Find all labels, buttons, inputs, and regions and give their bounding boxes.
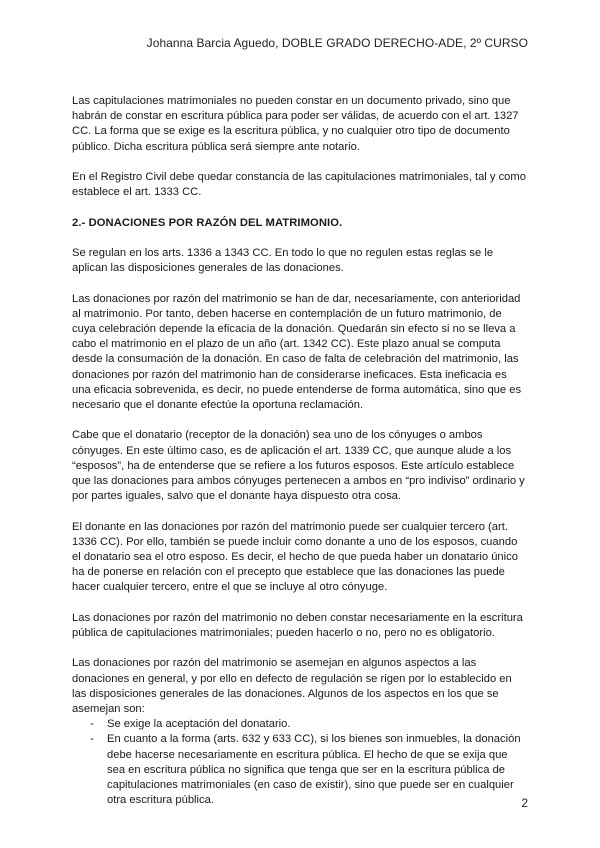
paragraph-regulacion: Se regulan en los arts. 1336 a 1343 CC. En todo lo que no regulen estas reglas se le aplican las disposiciones generales de las donaciones.: [72, 246, 494, 275]
paragraph-anterioridad: Las donaciones por razón del matrimonio se han de dar, necesariamente, con anterioridad al matrimonio. Por tanto, deben hacerse en contemplación de un futuro matrimonio, de cuya celebración depende la eficacia de la donación. Quedarán sin efecto si no se lleva a cabo el matrimonio en el plazo de un año (art. 1342 CC). Este plazo anual se computa desde la consumación de la donación. En caso de falta de celebración del matrimonio, las donaciones por razón del matrimonio han de considerarse ineficaces. Esta ineficacia es una eficacia sobrevenida, es decir, no puede entenderse de forma automática, sino que es necesario que el donante efectúe la oportuna reclamación.: [72, 292, 522, 411]
paragraph-semejanzas: Las donaciones por razón del matrimonio se asemejan en algunos aspectos a las donaciones en general, y por ello en defecto de regulación se rigen por lo establecido en las disposiciones generales de las donaciones. Algunos de los aspectos en los que se asemejan son:: [72, 657, 512, 715]
section-heading: 2.- DONACIONES POR RAZÓN DEL MATRIMONIO.: [72, 216, 343, 229]
paragraph-capitulaciones-forma: Las capitulaciones matrimoniales no pueden constar en un documento privado, sino que habrán de constar en escritura pública para poder ser válidas, de acuerdo con el art. 1327 CC. La forma que se exige es la escritura pública, y no cualquier otro tipo de documento público. Dicha escritura pública será siempre ante notario.: [72, 95, 519, 153]
list-item: - Se exige la aceptación del donatario.: [72, 717, 528, 732]
page-number: 2: [521, 796, 528, 810]
paragraph-registro-civil: En el Registro Civil debe quedar constancia de las capitulaciones matrimoniales, tal y como establece el art. 1333 CC.: [72, 171, 526, 199]
paragraph-donatario: Cabe que el donatario (receptor de la donación) sea uno de los cónyuges o ambos cónyuges. En este último caso, es de aplicación el art. 1339 CC, que aunque alude a los “esposos”, ha de entenderse que se refiere a los futuros esposos. Este artículo establece que las donaciones para ambos cónyuges pertenecen a ambos en “pro indiviso” ordinario y por partes iguales, salvo que el donante haya dispuesto otra cosa.: [72, 429, 525, 503]
paragraph-escritura: Las donaciones por razón del matrimonio no deben constar necesariamente en la escritura pública de capitulaciones matrimoniales; pueden hacerlo o no, pero no es obligatorio.: [72, 611, 523, 639]
list-item: - En cuanto a la forma (arts. 632 y 633 CC), si los bienes son inmuebles, la donación debe hacerse necesariamente en escritura pública. El hecho de que se exija que sea en escritura pública no significa que tenga que ser en la escritura pública de capitulaciones matrimoniales (en caso de existir), sino que puede ser en cualquier otra escritura pública.: [72, 732, 528, 808]
aspects-list: [72, 717, 528, 808]
page-header: Johanna Barcia Aguedo, DOBLE GRADO DERECHO-ADE, 2º CURSO: [146, 36, 528, 50]
paragraph-donante: El donante en las donaciones por razón del matrimonio puede ser cualquier tercero (art. 1336 CC). Por ello, también se puede incluir como donante a uno de los esposos, cuando el donatario sea el otro esposo. Es decir, el hecho de que pueda haber un donatario único ha de ponerse en relación con el precepto que establece que las donaciones las puede hacer cualquier tercero, entre el que se incluye al otro cónyuge.: [72, 520, 518, 594]
document-body: [72, 94, 528, 808]
